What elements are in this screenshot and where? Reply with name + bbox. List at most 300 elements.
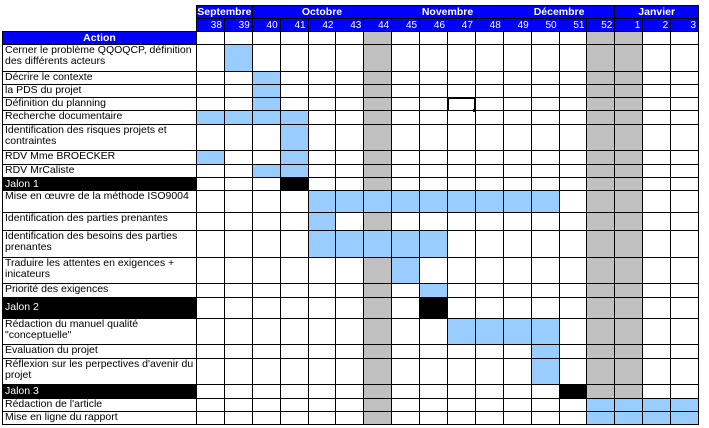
week-cell[interactable] xyxy=(224,318,252,345)
week-cell[interactable] xyxy=(392,71,420,84)
week-cell[interactable] xyxy=(559,124,587,151)
week-cell[interactable] xyxy=(308,318,336,345)
holiday-cell[interactable] xyxy=(615,124,643,151)
week-cell[interactable] xyxy=(308,257,336,284)
week-cell[interactable] xyxy=(671,164,699,177)
week-cell[interactable] xyxy=(420,318,448,345)
week-cell[interactable] xyxy=(559,345,587,358)
week-cell[interactable] xyxy=(475,231,503,258)
week-cell[interactable] xyxy=(531,71,559,84)
task-bar-cell[interactable] xyxy=(643,398,671,411)
week-cell[interactable] xyxy=(392,358,420,385)
week-cell[interactable] xyxy=(280,98,308,111)
week-cell[interactable] xyxy=(503,385,531,398)
month-header-janvier[interactable]: Janvier xyxy=(615,6,699,19)
milestone-label[interactable]: Jalon 1 xyxy=(3,177,197,190)
holiday-cell[interactable] xyxy=(615,284,643,297)
week-cell[interactable] xyxy=(308,124,336,151)
week-cell[interactable] xyxy=(336,257,364,284)
week-cell[interactable] xyxy=(197,318,225,345)
week-cell[interactable] xyxy=(308,98,336,111)
week-cell[interactable] xyxy=(475,297,503,318)
holiday-cell[interactable] xyxy=(615,257,643,284)
week-cell[interactable] xyxy=(503,231,531,258)
task-bar-cell[interactable] xyxy=(280,164,308,177)
week-cell[interactable] xyxy=(671,151,699,164)
corner-cell-2[interactable] xyxy=(3,19,197,32)
week-cell[interactable] xyxy=(643,98,671,111)
week-cell[interactable] xyxy=(475,385,503,398)
holiday-cell[interactable] xyxy=(615,345,643,358)
task-label[interactable]: Rédaction de l'article xyxy=(3,398,197,411)
week-cell[interactable] xyxy=(503,257,531,284)
task-bar-cell[interactable] xyxy=(531,345,559,358)
holiday-cell[interactable] xyxy=(587,124,615,151)
week-cell[interactable] xyxy=(392,84,420,97)
task-label[interactable]: Décrire le contexte xyxy=(3,71,197,84)
week-cell[interactable] xyxy=(643,45,671,72)
holiday-cell[interactable] xyxy=(364,71,392,84)
week-cell[interactable] xyxy=(252,124,280,151)
week-cell[interactable] xyxy=(420,45,448,72)
holiday-cell[interactable] xyxy=(615,231,643,258)
week-cell[interactable] xyxy=(252,177,280,190)
week-cell[interactable] xyxy=(531,177,559,190)
week-cell[interactable] xyxy=(224,297,252,318)
task-bar-cell[interactable] xyxy=(392,191,420,212)
week-cell[interactable] xyxy=(420,151,448,164)
week-cell[interactable] xyxy=(643,191,671,212)
holiday-cell[interactable] xyxy=(364,411,392,424)
holiday-cell[interactable] xyxy=(587,45,615,72)
task-bar-cell[interactable] xyxy=(197,151,225,164)
week-cell[interactable] xyxy=(531,284,559,297)
week-cell[interactable] xyxy=(252,398,280,411)
week-cell[interactable] xyxy=(559,358,587,385)
holiday-cell[interactable] xyxy=(364,84,392,97)
week-cell[interactable] xyxy=(420,411,448,424)
week-cell[interactable] xyxy=(559,111,587,124)
week-cell[interactable] xyxy=(308,284,336,297)
holiday-cell[interactable] xyxy=(615,177,643,190)
week-cell[interactable] xyxy=(336,212,364,231)
week-cell[interactable] xyxy=(224,345,252,358)
week-cell[interactable] xyxy=(671,257,699,284)
week-cell[interactable] xyxy=(280,284,308,297)
week-number-43[interactable]: 43 xyxy=(336,19,364,32)
week-cell[interactable] xyxy=(671,191,699,212)
task-bar-cell[interactable] xyxy=(448,318,476,345)
week-cell[interactable] xyxy=(224,151,252,164)
holiday-cell[interactable] xyxy=(615,318,643,345)
week-cell[interactable] xyxy=(503,84,531,97)
week-cell[interactable] xyxy=(252,297,280,318)
week-cell[interactable] xyxy=(224,212,252,231)
milestone-label[interactable]: Jalon 3 xyxy=(3,385,197,398)
holiday-cell[interactable] xyxy=(587,111,615,124)
holiday-cell[interactable] xyxy=(364,398,392,411)
week-cell[interactable] xyxy=(559,45,587,72)
holiday-cell[interactable] xyxy=(587,257,615,284)
week-cell[interactable] xyxy=(503,358,531,385)
holiday-cell[interactable] xyxy=(615,358,643,385)
week-cell[interactable] xyxy=(671,345,699,358)
week-cell[interactable] xyxy=(559,257,587,284)
holiday-cell[interactable] xyxy=(587,71,615,84)
header-cell[interactable] xyxy=(224,32,252,45)
week-cell[interactable] xyxy=(503,71,531,84)
milestone-label[interactable]: Jalon 2 xyxy=(3,297,197,318)
week-cell[interactable] xyxy=(197,385,225,398)
week-cell[interactable] xyxy=(197,191,225,212)
task-bar-cell[interactable] xyxy=(475,318,503,345)
holiday-cell[interactable] xyxy=(364,257,392,284)
week-cell[interactable] xyxy=(475,177,503,190)
header-cell[interactable] xyxy=(671,32,699,45)
week-cell[interactable] xyxy=(336,164,364,177)
task-label[interactable]: la PDS du projet xyxy=(3,84,197,97)
week-cell[interactable] xyxy=(280,191,308,212)
week-cell[interactable] xyxy=(448,284,476,297)
week-cell[interactable] xyxy=(336,411,364,424)
week-cell[interactable] xyxy=(531,98,559,111)
header-cell[interactable] xyxy=(252,32,280,45)
holiday-cell[interactable] xyxy=(615,71,643,84)
task-bar-cell[interactable] xyxy=(671,398,699,411)
holiday-cell[interactable] xyxy=(615,45,643,72)
week-cell[interactable] xyxy=(448,124,476,151)
month-header-octobre[interactable]: Octobre xyxy=(252,6,391,19)
week-number-39[interactable]: 39 xyxy=(224,19,252,32)
week-cell[interactable] xyxy=(643,257,671,284)
week-cell[interactable] xyxy=(336,318,364,345)
task-bar-cell[interactable] xyxy=(531,191,559,212)
week-cell[interactable] xyxy=(448,45,476,72)
task-bar-cell[interactable] xyxy=(252,84,280,97)
week-cell[interactable] xyxy=(671,318,699,345)
week-cell[interactable] xyxy=(197,297,225,318)
week-cell[interactable] xyxy=(336,124,364,151)
week-cell[interactable] xyxy=(252,45,280,72)
week-cell[interactable] xyxy=(420,84,448,97)
week-cell[interactable] xyxy=(420,164,448,177)
task-label[interactable]: Identification des besoins des parties prenantes xyxy=(3,231,197,258)
week-cell[interactable] xyxy=(420,398,448,411)
header-cell[interactable] xyxy=(531,32,559,45)
week-cell[interactable] xyxy=(671,212,699,231)
week-cell[interactable] xyxy=(420,345,448,358)
week-number-45[interactable]: 45 xyxy=(392,19,420,32)
week-cell[interactable] xyxy=(503,212,531,231)
week-cell[interactable] xyxy=(559,398,587,411)
week-number-50[interactable]: 50 xyxy=(531,19,559,32)
holiday-cell[interactable] xyxy=(364,45,392,72)
week-cell[interactable] xyxy=(475,151,503,164)
week-cell[interactable] xyxy=(503,284,531,297)
task-bar-cell[interactable] xyxy=(364,231,392,258)
month-header-septembre[interactable]: Septembre xyxy=(197,5,252,18)
week-cell[interactable] xyxy=(224,231,252,258)
week-cell[interactable] xyxy=(197,124,225,151)
week-cell[interactable] xyxy=(420,257,448,284)
week-cell[interactable] xyxy=(252,231,280,258)
holiday-cell[interactable] xyxy=(587,231,615,258)
week-cell[interactable] xyxy=(643,318,671,345)
header-cell[interactable] xyxy=(559,32,587,45)
week-cell[interactable] xyxy=(280,411,308,424)
task-bar-cell[interactable] xyxy=(448,191,476,212)
week-cell[interactable] xyxy=(252,358,280,385)
holiday-cell[interactable] xyxy=(615,84,643,97)
week-cell[interactable] xyxy=(448,212,476,231)
task-label[interactable]: Identification des parties prenantes xyxy=(3,212,197,231)
week-cell[interactable] xyxy=(559,212,587,231)
task-label[interactable]: Traduire les attentes en exigences + inicateurs xyxy=(3,257,197,284)
week-cell[interactable] xyxy=(671,358,699,385)
week-cell[interactable] xyxy=(280,257,308,284)
task-bar-cell[interactable] xyxy=(280,151,308,164)
week-cell[interactable] xyxy=(197,164,225,177)
week-cell[interactable] xyxy=(224,84,252,97)
week-cell[interactable] xyxy=(252,257,280,284)
holiday-cell[interactable] xyxy=(615,151,643,164)
week-cell[interactable] xyxy=(197,411,225,424)
week-cell[interactable] xyxy=(252,191,280,212)
holiday-cell[interactable] xyxy=(364,124,392,151)
header-cell[interactable] xyxy=(280,32,308,45)
task-label[interactable]: Mise en œuvre de la méthode ISO9004 xyxy=(3,191,197,212)
week-cell[interactable] xyxy=(420,358,448,385)
week-cell[interactable] xyxy=(475,398,503,411)
week-cell[interactable] xyxy=(308,411,336,424)
week-cell[interactable] xyxy=(448,111,476,124)
week-cell[interactable] xyxy=(420,111,448,124)
week-cell[interactable] xyxy=(671,284,699,297)
week-cell[interactable] xyxy=(420,212,448,231)
week-cell[interactable] xyxy=(392,164,420,177)
week-cell[interactable] xyxy=(531,297,559,318)
task-label[interactable]: RDV Mme BROECKER xyxy=(3,151,197,164)
week-cell[interactable] xyxy=(197,345,225,358)
holiday-cell[interactable] xyxy=(364,164,392,177)
task-bar-cell[interactable] xyxy=(308,212,336,231)
week-cell[interactable] xyxy=(308,398,336,411)
week-cell[interactable] xyxy=(559,284,587,297)
week-cell[interactable] xyxy=(197,212,225,231)
holiday-cell[interactable] xyxy=(364,177,392,190)
week-number-3[interactable]: 3 xyxy=(671,19,699,32)
holiday-cell[interactable] xyxy=(587,358,615,385)
week-cell[interactable] xyxy=(420,98,448,111)
week-cell[interactable] xyxy=(671,124,699,151)
week-cell[interactable] xyxy=(671,45,699,72)
week-cell[interactable] xyxy=(336,398,364,411)
holiday-cell[interactable] xyxy=(587,212,615,231)
task-label[interactable]: Cerner le problème QQOQCP, définition des différents acteurs xyxy=(3,45,197,72)
week-cell[interactable] xyxy=(197,45,225,72)
week-cell[interactable] xyxy=(643,212,671,231)
holiday-cell[interactable] xyxy=(587,84,615,97)
holiday-cell[interactable] xyxy=(364,297,392,318)
corner-cell[interactable] xyxy=(3,6,197,19)
week-cell[interactable] xyxy=(392,45,420,72)
week-cell[interactable] xyxy=(531,45,559,72)
week-cell[interactable] xyxy=(392,284,420,297)
week-cell[interactable] xyxy=(475,358,503,385)
week-cell[interactable] xyxy=(503,151,531,164)
week-cell[interactable] xyxy=(643,297,671,318)
week-cell[interactable] xyxy=(475,71,503,84)
week-cell[interactable] xyxy=(252,345,280,358)
month-header-novembre[interactable]: Novembre xyxy=(392,6,504,19)
week-cell[interactable] xyxy=(643,358,671,385)
header-cell[interactable] xyxy=(475,32,503,45)
week-cell[interactable] xyxy=(531,212,559,231)
task-bar-cell[interactable] xyxy=(420,191,448,212)
holiday-cell[interactable] xyxy=(587,164,615,177)
week-cell[interactable] xyxy=(448,345,476,358)
week-cell[interactable] xyxy=(671,177,699,190)
week-cell[interactable] xyxy=(280,45,308,72)
week-cell[interactable] xyxy=(531,257,559,284)
week-cell[interactable] xyxy=(224,385,252,398)
week-cell[interactable] xyxy=(392,411,420,424)
week-cell[interactable] xyxy=(475,45,503,72)
week-cell[interactable] xyxy=(197,257,225,284)
week-number-40[interactable]: 40 xyxy=(252,19,280,32)
week-cell[interactable] xyxy=(392,318,420,345)
week-cell[interactable] xyxy=(336,345,364,358)
week-cell[interactable] xyxy=(671,297,699,318)
week-cell[interactable] xyxy=(308,385,336,398)
week-cell[interactable] xyxy=(280,212,308,231)
holiday-cell[interactable] xyxy=(364,385,392,398)
task-bar-cell[interactable] xyxy=(252,111,280,124)
week-number-44[interactable]: 44 xyxy=(364,19,392,32)
task-bar-cell[interactable] xyxy=(308,231,336,258)
week-cell[interactable] xyxy=(643,231,671,258)
week-cell[interactable] xyxy=(224,124,252,151)
task-bar-cell[interactable] xyxy=(615,411,643,424)
task-label[interactable]: Priorité des exigences xyxy=(3,284,197,297)
week-cell[interactable] xyxy=(531,84,559,97)
task-bar-cell[interactable] xyxy=(336,231,364,258)
week-cell[interactable] xyxy=(643,345,671,358)
week-cell[interactable] xyxy=(475,98,503,111)
week-cell[interactable] xyxy=(559,231,587,258)
week-number-47[interactable]: 47 xyxy=(448,19,476,32)
week-cell[interactable] xyxy=(643,164,671,177)
week-cell[interactable] xyxy=(308,71,336,84)
week-cell[interactable] xyxy=(252,212,280,231)
week-cell[interactable] xyxy=(420,177,448,190)
week-cell[interactable] xyxy=(336,71,364,84)
holiday-cell[interactable] xyxy=(615,111,643,124)
week-cell[interactable] xyxy=(224,398,252,411)
week-cell[interactable] xyxy=(280,358,308,385)
week-cell[interactable] xyxy=(392,398,420,411)
task-bar-cell[interactable] xyxy=(252,98,280,111)
week-cell[interactable] xyxy=(448,385,476,398)
week-cell[interactable] xyxy=(475,411,503,424)
header-cell[interactable] xyxy=(336,32,364,45)
week-cell[interactable] xyxy=(448,84,476,97)
week-number-48[interactable]: 48 xyxy=(475,19,503,32)
week-cell[interactable] xyxy=(392,111,420,124)
week-cell[interactable] xyxy=(224,284,252,297)
week-cell[interactable] xyxy=(671,84,699,97)
week-cell[interactable] xyxy=(643,385,671,398)
week-cell[interactable] xyxy=(448,297,476,318)
week-cell[interactable] xyxy=(531,151,559,164)
week-cell[interactable] xyxy=(671,111,699,124)
week-cell[interactable] xyxy=(448,231,476,258)
week-cell[interactable] xyxy=(448,257,476,284)
week-cell[interactable] xyxy=(336,297,364,318)
milestone-cell[interactable] xyxy=(280,177,308,190)
week-cell[interactable] xyxy=(503,98,531,111)
week-cell[interactable] xyxy=(643,84,671,97)
holiday-cell[interactable] xyxy=(615,164,643,177)
task-bar-cell[interactable] xyxy=(308,191,336,212)
active-cell-selection[interactable] xyxy=(448,98,476,111)
task-bar-cell[interactable] xyxy=(252,164,280,177)
week-cell[interactable] xyxy=(336,177,364,190)
week-cell[interactable] xyxy=(280,84,308,97)
task-bar-cell[interactable] xyxy=(197,111,225,124)
holiday-cell[interactable] xyxy=(587,284,615,297)
task-bar-cell[interactable] xyxy=(420,284,448,297)
holiday-cell[interactable] xyxy=(587,191,615,212)
week-cell[interactable] xyxy=(224,164,252,177)
week-cell[interactable] xyxy=(448,71,476,84)
week-cell[interactable] xyxy=(308,164,336,177)
week-cell[interactable] xyxy=(671,231,699,258)
task-bar-cell[interactable] xyxy=(252,71,280,84)
header-cell[interactable] xyxy=(615,32,643,45)
header-cell[interactable] xyxy=(420,32,448,45)
week-cell[interactable] xyxy=(643,124,671,151)
week-number-2[interactable]: 2 xyxy=(643,19,671,32)
holiday-cell[interactable] xyxy=(364,358,392,385)
holiday-cell[interactable] xyxy=(587,345,615,358)
week-cell[interactable] xyxy=(503,297,531,318)
week-cell[interactable] xyxy=(531,124,559,151)
week-cell[interactable] xyxy=(503,111,531,124)
week-cell[interactable] xyxy=(559,411,587,424)
holiday-cell[interactable] xyxy=(587,297,615,318)
week-cell[interactable] xyxy=(392,385,420,398)
week-cell[interactable] xyxy=(475,345,503,358)
holiday-cell[interactable] xyxy=(615,191,643,212)
task-bar-cell[interactable] xyxy=(671,411,699,424)
week-cell[interactable] xyxy=(336,284,364,297)
task-bar-cell[interactable] xyxy=(420,231,448,258)
week-cell[interactable] xyxy=(503,411,531,424)
week-cell[interactable] xyxy=(643,71,671,84)
week-cell[interactable] xyxy=(336,111,364,124)
week-cell[interactable] xyxy=(197,98,225,111)
week-cell[interactable] xyxy=(224,411,252,424)
week-cell[interactable] xyxy=(531,231,559,258)
week-cell[interactable] xyxy=(531,164,559,177)
header-cell[interactable] xyxy=(197,32,225,45)
week-number-49[interactable]: 49 xyxy=(503,19,531,32)
week-cell[interactable] xyxy=(280,71,308,84)
header-cell[interactable] xyxy=(308,32,336,45)
header-cell[interactable] xyxy=(448,32,476,45)
week-cell[interactable] xyxy=(336,84,364,97)
